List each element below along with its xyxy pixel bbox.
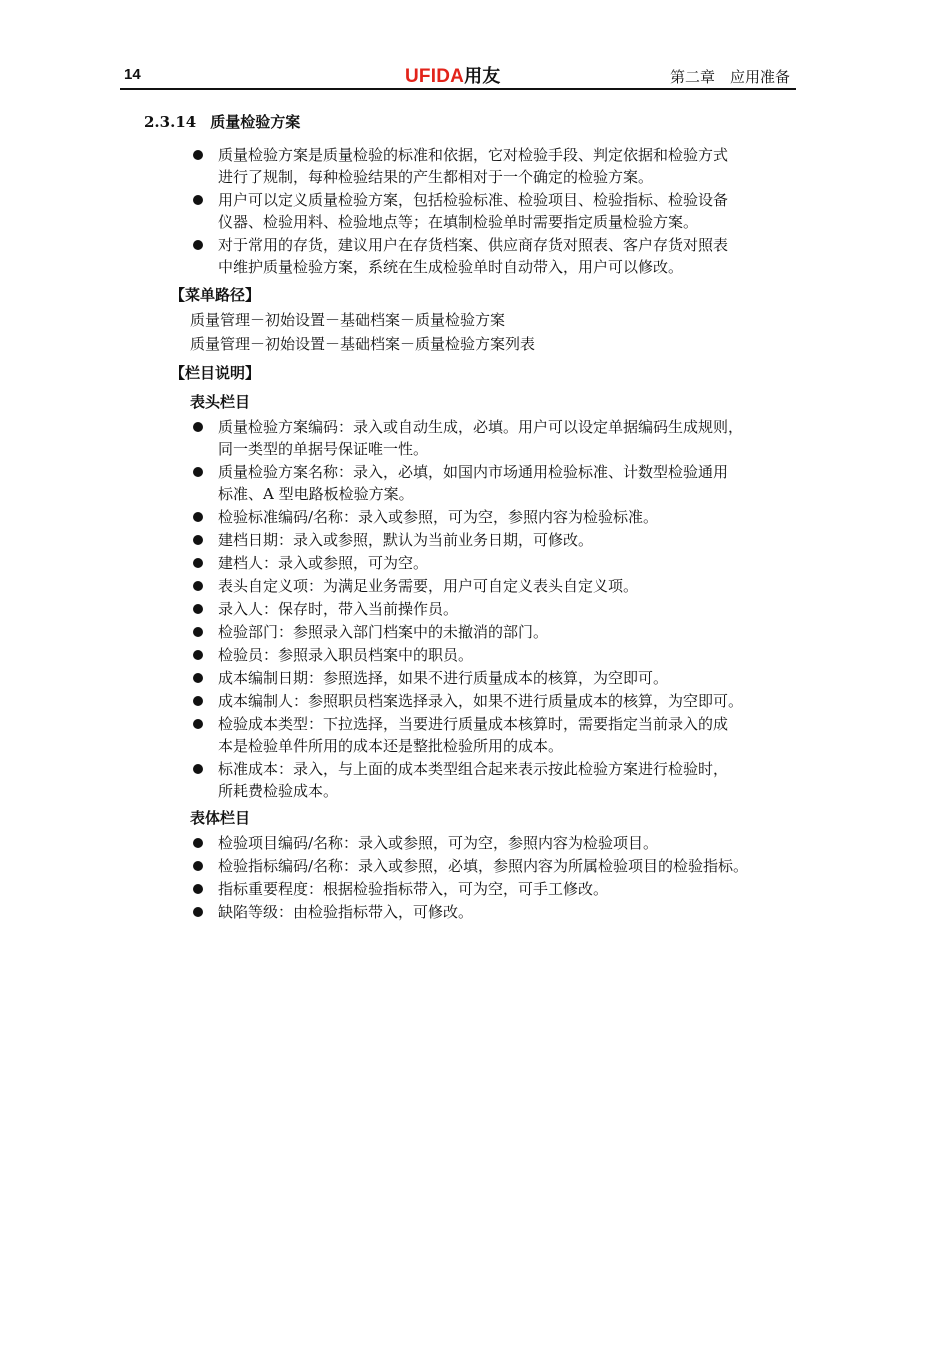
header-columns-title: 表头栏目	[190, 393, 251, 411]
list-item-text: 检验成本类型：下拉选择，当要进行质量成本核算时，需要指定当前录入的成	[218, 715, 729, 733]
list-item	[140, 667, 800, 689]
bullet-dot-icon	[193, 422, 203, 432]
list-item	[140, 506, 800, 528]
bullet-dot-icon	[193, 240, 203, 250]
list-item-text: 建档日期：录入或参照，默认为当前业务日期，可修改。	[218, 531, 594, 549]
bullet-dot-icon	[193, 838, 203, 848]
section-title	[144, 110, 800, 134]
bullet-dot-icon	[193, 604, 203, 614]
list-item	[140, 901, 800, 923]
list-item-text: 缺陷等级：由检验指标带入，可修改。	[218, 903, 474, 921]
list-item	[140, 552, 800, 574]
list-item-text: 质量检验方案是质量检验的标准和依据，它对检验手段、判定依据和检验方式	[218, 146, 729, 164]
list-item	[140, 598, 800, 620]
list-item-text: 检验部门：参照录入部门档案中的未撤消的部门。	[218, 623, 549, 641]
chapter-title: 第二章 应用准备	[669, 68, 790, 86]
page-content	[140, 110, 800, 924]
list-item	[140, 832, 800, 854]
list-item	[140, 758, 800, 802]
page-header	[120, 62, 796, 88]
list-item-text: 检验指标编码/名称：录入或参照，必填，参照内容为所属检验项目的检验指标。	[218, 857, 749, 875]
bullet-dot-icon	[193, 512, 203, 522]
bullet-dot-icon	[193, 719, 203, 729]
list-item-text: 建档人：录入或参照，可为空。	[218, 554, 429, 572]
bullet-dot-icon	[193, 907, 203, 917]
bullet-dot-icon	[193, 673, 203, 683]
section-number: 2.3.14	[144, 113, 197, 131]
list-item-text: 用户可以定义质量检验方案，包括检验标准、检验项目、检验指标、检验设备	[218, 191, 729, 209]
list-item-text: 成本编制日期：参照选择，如果不进行质量成本的核算，为空即可。	[218, 669, 669, 687]
logo-cn: 用友	[464, 66, 501, 86]
bullet-dot-icon	[193, 581, 203, 591]
list-item-text: 标准、A 型电路板检验方案。	[218, 485, 414, 503]
list-item-text: 中维护质量检验方案，系统在生成检验单时自动带入，用户可以修改。	[218, 258, 684, 276]
list-item	[140, 144, 800, 188]
list-item-text: 对于常用的存货，建议用户在存货档案、供应商存货对照表、客户存货对照表	[218, 236, 729, 254]
bullet-dot-icon	[193, 558, 203, 568]
list-item	[140, 690, 800, 712]
logo-en: UFIDA	[405, 66, 465, 87]
menu-path-line: 质量管理－初始设置－基础档案－质量检验方案	[190, 311, 506, 329]
bullet-dot-icon	[193, 535, 203, 545]
list-item	[140, 234, 800, 278]
intro-bullet-list	[140, 144, 800, 278]
bullet-dot-icon	[193, 764, 203, 774]
list-item-text: 标准成本：录入，与上面的成本类型组合起来表示按此检验方案进行检验时，	[218, 760, 729, 778]
bullet-dot-icon	[193, 195, 203, 205]
list-item	[140, 855, 800, 877]
list-item	[140, 461, 800, 505]
list-item	[140, 621, 800, 643]
bullet-dot-icon	[193, 696, 203, 706]
list-item-text: 指标重要程度：根据检验指标带入，可为空，可手工修改。	[218, 880, 609, 898]
list-item-text: 进行了规制，每种检验结果的产生都相对于一个确定的检验方案。	[218, 168, 654, 186]
list-item	[140, 189, 800, 233]
list-item-text: 质量检验方案名称：录入，必填，如国内市场通用检验标准、计数型检验通用	[218, 463, 729, 481]
list-item-text: 表头自定义项：为满足业务需要，用户可自定义表头自定义项。	[218, 577, 639, 595]
list-item-text: 录入人：保存时，带入当前操作员。	[218, 600, 459, 618]
list-item-text: 检验项目编码/名称：录入或参照，可为空，参照内容为检验项目。	[218, 834, 659, 852]
bullet-dot-icon	[193, 627, 203, 637]
list-item	[140, 713, 800, 757]
body-columns-list	[140, 832, 800, 923]
menu-path-heading: 【菜单路径】	[170, 286, 261, 304]
list-item-text: 质量检验方案编码：录入或自动生成，必填。用户可以设定单据编码生成规则，	[218, 418, 744, 436]
bullet-dot-icon	[193, 150, 203, 160]
header-rule	[120, 88, 796, 90]
list-item-text: 所耗费检验成本。	[218, 782, 339, 800]
list-item	[140, 416, 800, 460]
page-number: 14	[124, 66, 141, 83]
bullet-dot-icon	[193, 467, 203, 477]
list-item-text: 仪器、检验用料、检验地点等；在填制检验单时需要指定质量检验方案。	[218, 213, 699, 231]
list-item	[140, 529, 800, 551]
bullet-dot-icon	[193, 861, 203, 871]
list-item-text: 检验标准编码/名称：录入或参照，可为空，参照内容为检验标准。	[218, 508, 659, 526]
list-item-text: 检验员：参照录入职员档案中的职员。	[218, 646, 474, 664]
list-item	[140, 878, 800, 900]
bullet-dot-icon	[193, 884, 203, 894]
ufida-logo	[405, 62, 500, 88]
section-title-text: 质量检验方案	[210, 113, 301, 131]
columns-heading: 【栏目说明】	[170, 364, 261, 382]
menu-path-line: 质量管理－初始设置－基础档案－质量检验方案列表	[190, 335, 536, 353]
list-item-text: 同一类型的单据号保证唯一性。	[218, 440, 429, 458]
list-item	[140, 575, 800, 597]
header-columns-list	[140, 416, 800, 802]
body-columns-title: 表体栏目	[190, 809, 251, 827]
list-item	[140, 644, 800, 666]
list-item-text: 成本编制人：参照职员档案选择录入，如果不进行质量成本的核算，为空即可。	[218, 692, 744, 710]
list-item-text: 本是检验单件所用的成本还是整批检验所用的成本。	[218, 737, 564, 755]
bullet-dot-icon	[193, 650, 203, 660]
